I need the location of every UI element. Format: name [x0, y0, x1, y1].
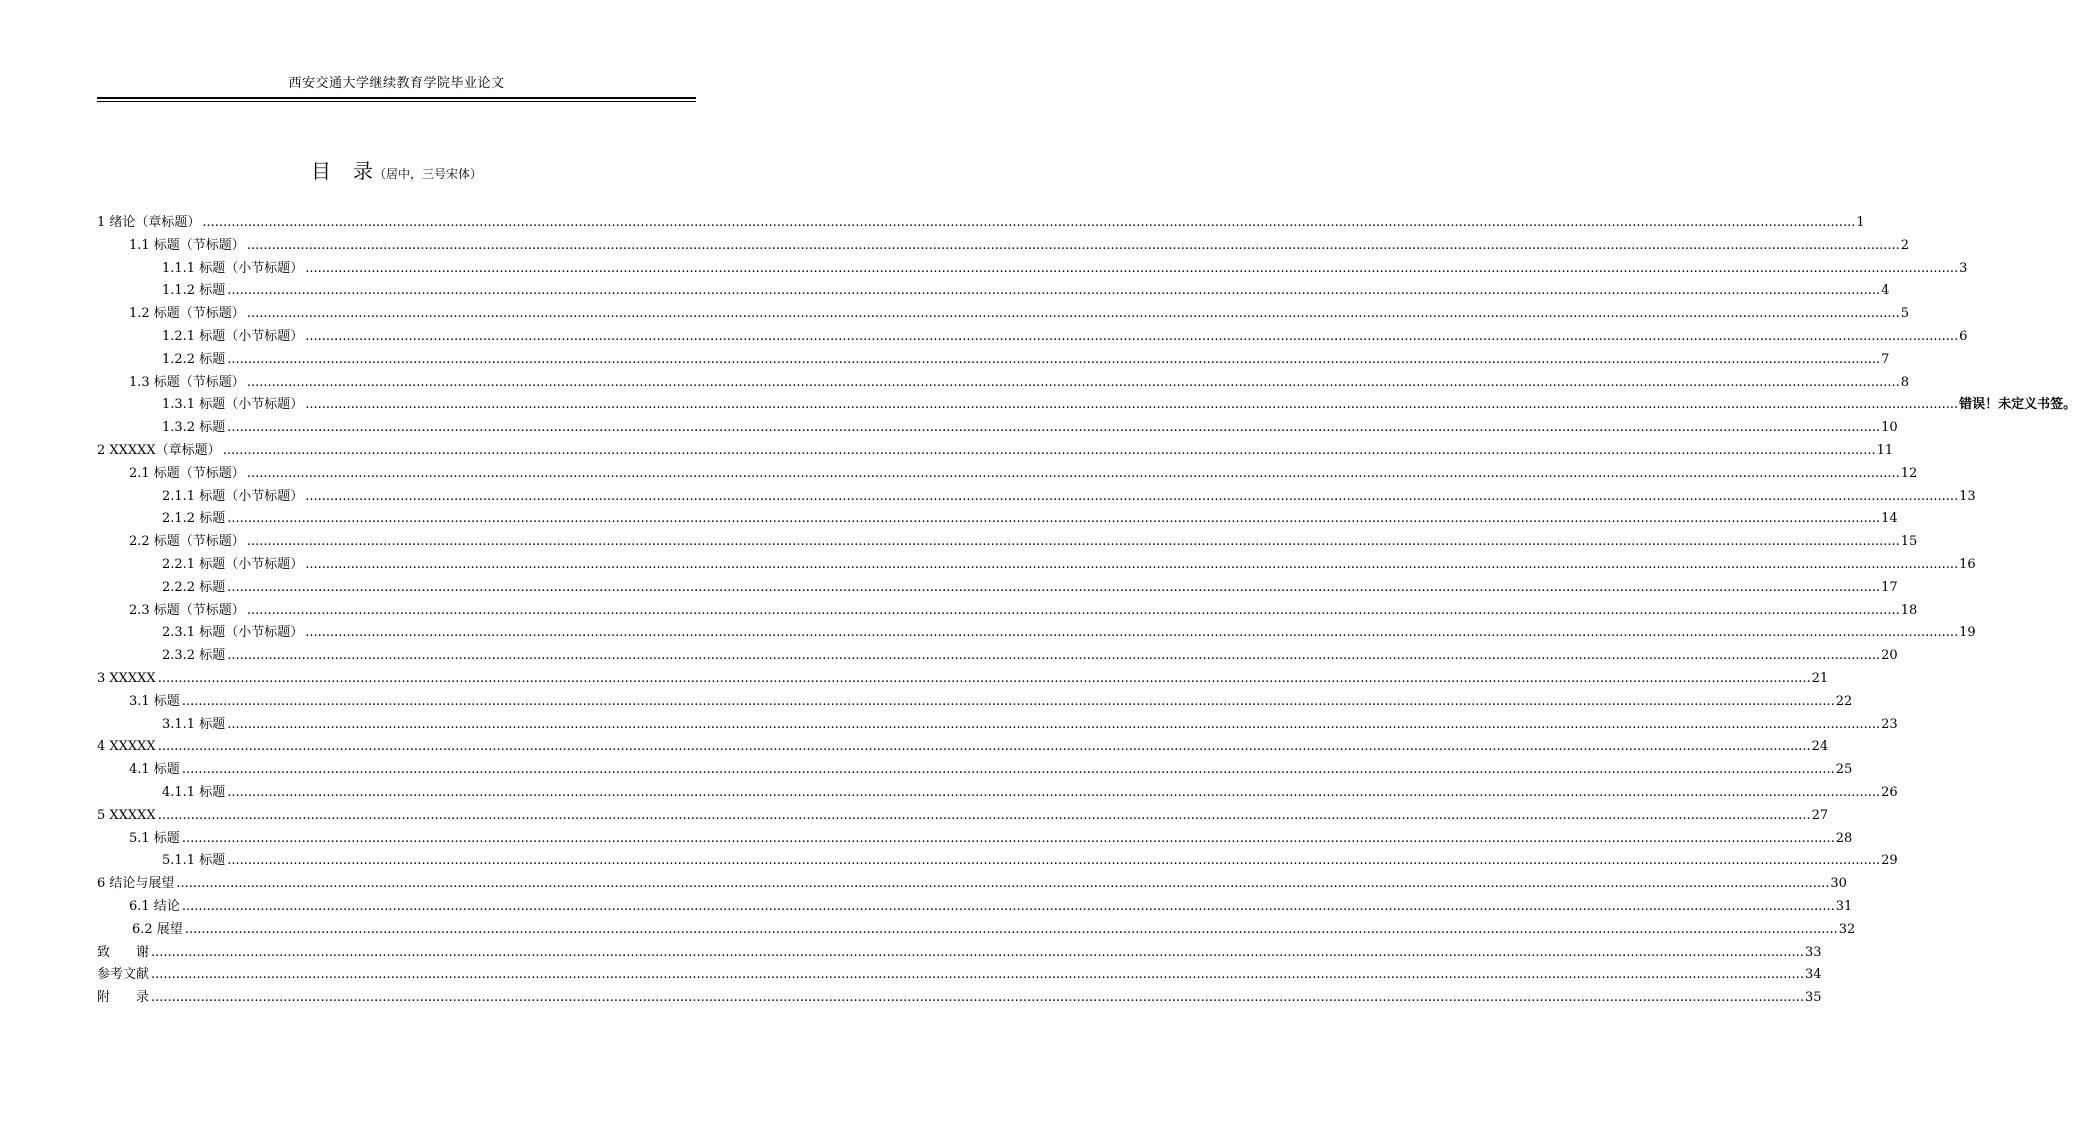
toc-entry-page-number: 17	[1881, 579, 1898, 595]
toc-entry-page-number: 22	[1835, 693, 1853, 709]
toc-dot-leader: ................................................................................................................................................................................................................................................................................................................................................................................................................	[227, 351, 1881, 367]
toc-dot-leader: ................................................................................................................................................................................................................................................................................................................................................................................................................	[305, 556, 1959, 572]
toc-entry-page-number: 3	[1959, 260, 1968, 276]
toc-entry-label: 5.1.1 标题	[162, 853, 226, 869]
header-rule-thin	[97, 101, 696, 102]
toc-dot-leader: ................................................................................................................................................................................................................................................................................................................................................................................................................	[227, 283, 1881, 299]
toc-entry[interactable]	[97, 782, 1898, 805]
toc-entry-label: 2.1.1 标题（小节标题）	[162, 488, 304, 504]
toc-entry[interactable]	[97, 577, 1898, 600]
toc-entry-label: 2 XXXXX（章标题）	[97, 442, 221, 458]
toc-entry[interactable]	[97, 508, 1898, 531]
toc-entry-page-number: 24	[1811, 739, 1829, 755]
toc-dot-leader: ................................................................................................................................................................................................................................................................................................................................................................................................................	[184, 921, 1838, 937]
toc-entry-label: 参考文献	[97, 967, 150, 983]
toc-entry[interactable]	[97, 691, 1853, 714]
toc-entry-label: 4.1.1 标题	[162, 784, 226, 800]
toc-dot-leader: ................................................................................................................................................................................................................................................................................................................................................................................................................	[227, 579, 1881, 595]
toc-entry-page-number: 10	[1881, 420, 1898, 436]
toc-dot-leader: ................................................................................................................................................................................................................................................................................................................................................................................................................	[227, 716, 1881, 732]
toc-entry-bookmark-error: 错误！未定义书签。	[1959, 397, 2076, 413]
toc-dot-leader: ................................................................................................................................................................................................................................................................................................................................................................................................................	[246, 237, 1900, 253]
toc-dot-leader: ................................................................................................................................................................................................................................................................................................................................................................................................................	[151, 967, 1804, 983]
toc-dot-leader: ................................................................................................................................................................................................................................................................................................................................................................................................................	[181, 830, 1835, 846]
toc-entry-label: 1.3.2 标题	[162, 420, 226, 436]
toc-title	[97, 156, 696, 189]
toc-dot-leader: ................................................................................................................................................................................................................................................................................................................................................................................................................	[202, 215, 1856, 230]
toc-dot-leader: ................................................................................................................................................................................................................................................................................................................................................................................................................	[157, 807, 1811, 823]
toc-entry[interactable]	[97, 554, 1976, 577]
toc-entry-page-number: 27	[1811, 807, 1829, 823]
toc-entry-page-number: 20	[1881, 648, 1898, 664]
toc-entry-label: 6.1 结论	[129, 898, 180, 914]
toc-entry-page-number: 4	[1881, 283, 1890, 299]
toc-entry-label: 2.1.2 标题	[162, 511, 226, 527]
toc-entry[interactable]	[97, 622, 1976, 645]
toc-entry-page-number: 31	[1835, 898, 1853, 914]
toc-entry-label: 1.2 标题（节标题）	[129, 306, 245, 322]
toc-entry[interactable]	[97, 349, 1890, 372]
toc-entry-page-number: 33	[1804, 944, 1822, 960]
toc-entry-label: 6 结论与展望	[97, 876, 175, 892]
toc-entry[interactable]	[97, 987, 1822, 1010]
toc-entry-label: 2.3.2 标题	[162, 648, 226, 664]
toc-entry[interactable]	[97, 668, 1829, 691]
toc-title-main: 目 录	[310, 159, 374, 183]
toc-entry-page-number: 35	[1804, 990, 1822, 1006]
toc-entry[interactable]	[97, 759, 1853, 782]
toc-entry[interactable]	[97, 919, 1856, 942]
toc-entry[interactable]	[97, 486, 1976, 509]
toc-entry-page-number: 16	[1959, 556, 1976, 572]
toc-entry-page-number: 5	[1900, 306, 1910, 322]
toc-dot-leader: ................................................................................................................................................................................................................................................................................................................................................................................................................	[181, 898, 1835, 914]
toc-entry-page-number: 19	[1959, 625, 1976, 641]
toc-entry-label: 6.2 展望	[132, 921, 183, 937]
toc-entry[interactable]	[97, 394, 2076, 417]
toc-entry-label: 1 绪论（章标题）	[97, 215, 201, 230]
toc-dot-leader: ................................................................................................................................................................................................................................................................................................................................................................................................................	[246, 602, 1900, 618]
toc-entry-label: 1.3 标题（节标题）	[129, 374, 245, 390]
toc-entry[interactable]	[97, 212, 1865, 235]
toc-entry-page-number: 12	[1900, 465, 1918, 481]
toc-entry[interactable]	[97, 600, 1918, 623]
toc-entry-page-number: 25	[1835, 762, 1853, 778]
toc-entry-label: 5.1 标题	[129, 830, 180, 846]
toc-entry[interactable]	[97, 258, 1968, 281]
toc-entry[interactable]	[97, 531, 1918, 554]
toc-dot-leader: ................................................................................................................................................................................................................................................................................................................................................................................................................	[157, 670, 1811, 686]
toc-entry-label: 1.2.1 标题（小节标题）	[162, 328, 304, 344]
toc-entry-page-number: 26	[1881, 784, 1898, 800]
toc-entry-label: 2.2.1 标题（小节标题）	[162, 556, 304, 572]
header-rule-thick	[97, 97, 696, 99]
toc-entry[interactable]	[97, 805, 1829, 828]
toc-dot-leader: ................................................................................................................................................................................................................................................................................................................................................................................................................	[227, 784, 1881, 800]
toc-dot-leader: ................................................................................................................................................................................................................................................................................................................................................................................................................	[222, 442, 1876, 458]
toc-entry-page-number: 23	[1881, 716, 1898, 732]
toc-entry-label: 2.2.2 标题	[162, 579, 226, 595]
toc-entry-page-number: 14	[1881, 511, 1898, 527]
toc-entry[interactable]	[97, 850, 1898, 873]
toc-entry-page-number: 21	[1811, 670, 1829, 686]
toc-dot-leader: ................................................................................................................................................................................................................................................................................................................................................................................................................	[176, 876, 1830, 892]
toc-entry-page-number: 28	[1835, 830, 1853, 846]
toc-dot-leader: ................................................................................................................................................................................................................................................................................................................................................................................................................	[227, 853, 1881, 869]
toc-entry-page-number: 2	[1900, 237, 1910, 253]
toc-entry-page-number: 30	[1830, 876, 1847, 892]
toc-dot-leader: ................................................................................................................................................................................................................................................................................................................................................................................................................	[305, 260, 1959, 276]
toc-entry-label: 2.3 标题（节标题）	[129, 602, 245, 618]
toc-entry-page-number: 18	[1900, 602, 1918, 618]
toc-entry-label: 1.3.1 标题（小节标题）	[162, 397, 304, 413]
toc-entry[interactable]	[97, 736, 1829, 759]
toc-entry[interactable]	[97, 326, 1968, 349]
toc-entry-label: 2.2 标题（节标题）	[129, 534, 245, 550]
running-header: 西安交通大学继续教育学院毕业论文	[288, 76, 505, 91]
toc-entry[interactable]	[97, 417, 1898, 440]
toc-entry-label: 3 XXXXX	[97, 670, 156, 686]
toc-entry-page-number: 7	[1881, 351, 1890, 367]
toc-entry-label: 附 录	[97, 990, 150, 1006]
toc-entry-label: 3.1 标题	[129, 693, 180, 709]
toc-entry[interactable]	[97, 463, 1918, 486]
toc-dot-leader: ................................................................................................................................................................................................................................................................................................................................................................................................................	[305, 625, 1959, 641]
toc-dot-leader: ................................................................................................................................................................................................................................................................................................................................................................................................................	[305, 488, 1959, 504]
toc-entry-page-number: 13	[1959, 488, 1976, 504]
toc-dot-leader: ................................................................................................................................................................................................................................................................................................................................................................................................................	[305, 397, 1959, 413]
toc-entry[interactable]	[97, 828, 1853, 851]
toc-dot-leader: ................................................................................................................................................................................................................................................................................................................................................................................................................	[246, 374, 1900, 390]
toc-dot-leader: ................................................................................................................................................................................................................................................................................................................................................................................................................	[246, 465, 1900, 481]
toc-dot-leader: ................................................................................................................................................................................................................................................................................................................................................................................................................	[246, 534, 1900, 550]
toc-entry[interactable]	[97, 964, 1822, 987]
toc-dot-leader: ................................................................................................................................................................................................................................................................................................................................................................................................................	[157, 739, 1811, 755]
toc-entry[interactable]	[97, 280, 1890, 303]
table-of-contents	[97, 212, 2076, 1010]
toc-entry-page-number: 8	[1900, 374, 1910, 390]
toc-entry-page-number: 1	[1856, 215, 1865, 230]
toc-entry-page-number: 34	[1804, 967, 1822, 983]
toc-entry[interactable]	[97, 896, 1853, 919]
toc-entry-label: 1.2.2 标题	[162, 351, 226, 367]
toc-entry-page-number: 32	[1838, 921, 1856, 937]
toc-dot-leader: ................................................................................................................................................................................................................................................................................................................................................................................................................	[151, 990, 1804, 1006]
toc-entry-label: 4.1 标题	[129, 762, 180, 778]
toc-entry-label: 2.3.1 标题（小节标题）	[162, 625, 304, 641]
toc-dot-leader: ................................................................................................................................................................................................................................................................................................................................................................................................................	[305, 328, 1959, 344]
toc-entry-label: 4 XXXXX	[97, 739, 156, 755]
toc-entry-label: 1.1.1 标题（小节标题）	[162, 260, 304, 276]
toc-dot-leader: ................................................................................................................................................................................................................................................................................................................................................................................................................	[181, 762, 1835, 778]
toc-entry[interactable]	[97, 440, 1894, 463]
toc-dot-leader: ................................................................................................................................................................................................................................................................................................................................................................................................................	[227, 648, 1881, 664]
toc-entry-label: 1.1 标题（节标题）	[129, 237, 245, 253]
toc-title-note: （居中，三号宋体）	[373, 167, 482, 181]
toc-entry[interactable]	[97, 942, 1822, 965]
toc-entry-label: 5 XXXXX	[97, 807, 156, 823]
toc-entry[interactable]	[97, 714, 1898, 737]
toc-entry-page-number: 15	[1900, 534, 1918, 550]
toc-entry-page-number: 29	[1881, 853, 1898, 869]
toc-entry-label: 3.1.1 标题	[162, 716, 226, 732]
toc-entry-label: 2.1 标题（节标题）	[129, 465, 245, 481]
toc-dot-leader: ................................................................................................................................................................................................................................................................................................................................................................................................................	[227, 420, 1881, 436]
toc-dot-leader: ................................................................................................................................................................................................................................................................................................................................................................................................................	[181, 693, 1835, 709]
toc-entry[interactable]	[97, 645, 1898, 668]
toc-dot-leader: ................................................................................................................................................................................................................................................................................................................................................................................................................	[227, 511, 1881, 527]
toc-entry-page-number: 6	[1959, 328, 1968, 344]
toc-entry-label: 致 谢	[97, 944, 150, 960]
toc-dot-leader: ................................................................................................................................................................................................................................................................................................................................................................................................................	[246, 306, 1900, 322]
toc-entry[interactable]	[97, 372, 1910, 395]
toc-entry[interactable]	[97, 873, 1847, 896]
toc-entry-label: 1.1.2 标题	[162, 283, 226, 299]
toc-entry[interactable]	[97, 303, 1910, 326]
toc-dot-leader: ................................................................................................................................................................................................................................................................................................................................................................................................................	[151, 944, 1804, 960]
toc-entry[interactable]	[97, 235, 1910, 258]
toc-entry-page-number: 11	[1876, 442, 1894, 458]
